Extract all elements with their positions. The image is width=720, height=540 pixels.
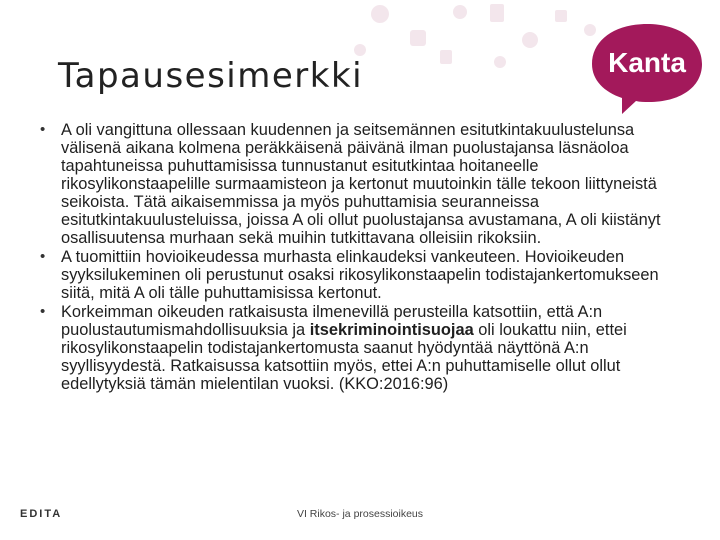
bullet-3-text-bold: itsekriminointisuojaa xyxy=(309,321,474,339)
bullet-1 xyxy=(40,121,680,247)
bullet-3 xyxy=(40,303,680,393)
bullet-dot-icon: • xyxy=(40,248,46,265)
footer-brand: EDITA xyxy=(20,508,63,520)
bullet-dot-icon: • xyxy=(40,303,46,320)
slide-body xyxy=(40,121,680,394)
footer-text: VI Rikos- ja prosessioikeus xyxy=(296,508,424,520)
bullet-3-text-end: oli loukattu niin, ettei rikosylikonstaapelin todistajankertomusta saanut hyödyntää näyttönä A:n syyllisyydestä. Ratkaisussa katsottiin myös, ettei A:n puhuttamiselle ollut ollut edellytyksiä tämän mielentilan vuoksi. (KKO:2016:96) xyxy=(61,321,627,393)
bullet-1-text: A oli vangittuna ollessaan kuudennen ja seitsemännen esitutkintakuulustelunsa välisenä aikana kolmena peräkkäisenä päivänä ilman puolustajansa läsnäoloa tapahtuneissa puhuttamisissa tunnustanut esitutkintaa hoitaneelle rikosylikonstaapelille surmaamisteon ja kertonut muutoinkin tälle tekoon liittyneistä seikoista. Tätä aikaisemmissa ja myös puhuttamisia seuranneissa esitutkintakuulusteluissa, joissa A oli ollut puolustajansa avustamana, A oli kiistänyt osallisuutensa murhaan sekä muihin tutkittavana olleisiin rikoksiin. xyxy=(61,121,661,247)
bullet-3-text-start: Korkeimman oikeuden ratkaisusta ilmenevillä perusteilla katsottiin, että A:n puolustautumismahdollisuuksia ja xyxy=(61,303,603,339)
slide-title: Tapausesimerkki xyxy=(58,56,364,96)
kanta-logo xyxy=(586,16,708,118)
bullet-2-text: A tuomittiin hovioikeudessa murhasta elinkaudeksi vankeuteen. Hovioikeuden syyksilukeminen oli perustunut osaksi rikosylikonstaapelin todistajankertomukseen siitä, mitä A oli tälle puhuttamisissa kertonut. xyxy=(61,248,659,302)
logo-text: Kanta xyxy=(608,47,686,78)
bullet-dot-icon: • xyxy=(40,121,46,138)
bullet-2 xyxy=(40,248,680,302)
